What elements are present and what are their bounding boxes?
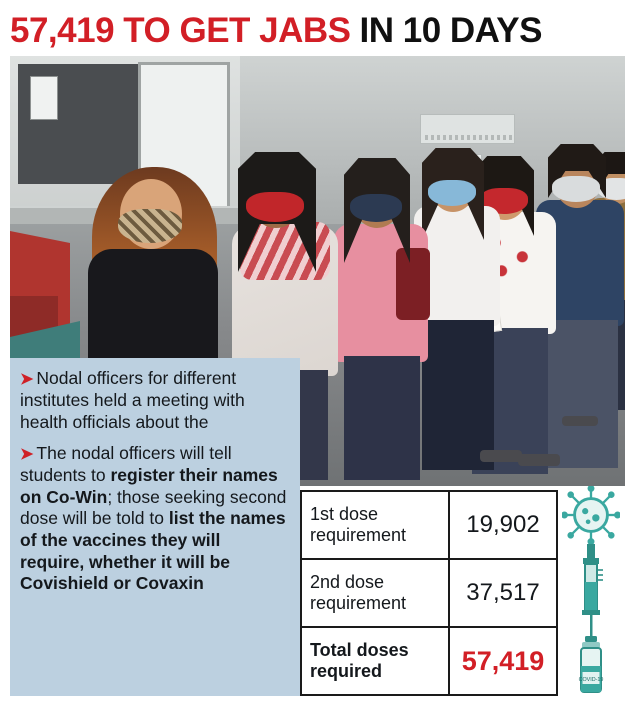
photo-person-3-face-mask bbox=[350, 194, 402, 222]
dose-requirement-table bbox=[300, 490, 558, 696]
page-title-red: 57,419 TO GET JABS bbox=[10, 11, 351, 50]
info-bullet-1 bbox=[20, 368, 288, 433]
table-row-label: 2nd dose requirement bbox=[302, 560, 450, 626]
bullet-arrow-icon: ➤ bbox=[20, 446, 34, 464]
photo-person-2-face-mask bbox=[246, 192, 304, 222]
syringe-icon bbox=[574, 544, 608, 636]
photo-person-3-backpack bbox=[396, 248, 430, 320]
table-row-total bbox=[302, 628, 556, 694]
photo-person-1-face-mask bbox=[118, 209, 182, 243]
info-bullet-2-text-a: The nodal officers will tell students to bbox=[20, 443, 232, 486]
coronavirus-icon bbox=[562, 486, 620, 544]
bullet-arrow-icon: ➤ bbox=[20, 371, 34, 388]
vial-label-text: COVID-19 bbox=[578, 677, 604, 683]
vaccine-illustrations bbox=[558, 486, 625, 698]
photo-sandal-3 bbox=[562, 416, 598, 426]
table-row-label: 1st dose requirement bbox=[302, 492, 450, 558]
photo-sandal-1 bbox=[480, 450, 522, 462]
photo-sandal-2 bbox=[518, 454, 560, 466]
table-row-value: 37,517 bbox=[466, 579, 540, 606]
info-bullet-2 bbox=[20, 443, 288, 595]
info-bullet-2-text-d: list the names of the vaccines they will require, whether it will be Covishield or Covaxin bbox=[20, 508, 286, 594]
info-bullet-2-text-b: register their names on Co-Win bbox=[20, 465, 278, 507]
table-row-label: Total doses required bbox=[302, 628, 450, 694]
page-title-black: IN 10 DAYS bbox=[359, 11, 542, 50]
photo-wall-poster bbox=[30, 76, 58, 120]
table-row-value: 19,902 bbox=[466, 511, 540, 538]
page-title bbox=[10, 8, 625, 54]
photo-air-conditioner bbox=[420, 114, 515, 144]
vaccine-vial-icon bbox=[576, 636, 606, 694]
table-row-value: 57,419 bbox=[461, 645, 545, 676]
info-panel bbox=[10, 358, 300, 696]
table-row bbox=[302, 492, 556, 560]
info-bullet-2-text-c: ; those seeking second dose will be told to bbox=[20, 486, 287, 529]
info-bullet-1-text: Nodal officers for different institutes held a meeting with health officials about the bbox=[20, 368, 245, 432]
table-row bbox=[302, 560, 556, 628]
